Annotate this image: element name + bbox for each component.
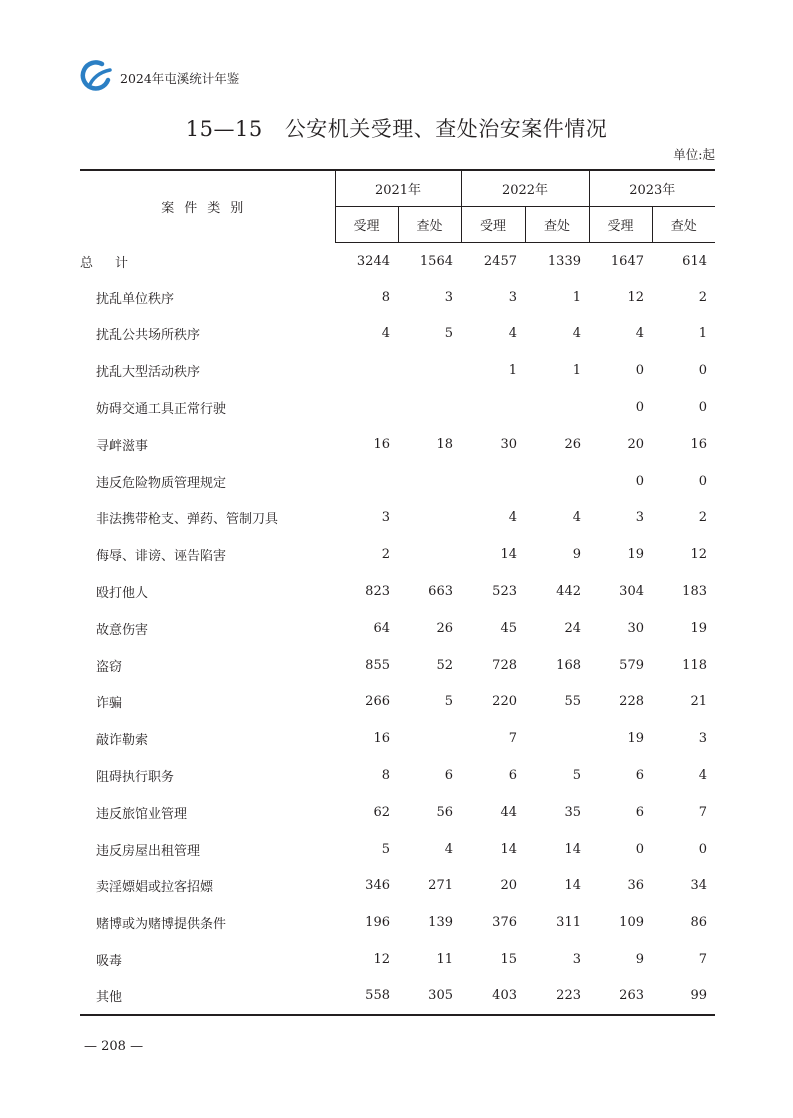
cell-value	[461, 463, 525, 500]
year-header: 2021年	[335, 170, 461, 206]
cell-value	[525, 463, 589, 500]
table-title: 公安机关受理、查处治安案件情况	[284, 117, 608, 141]
cell-value: 62	[373, 804, 390, 820]
cell-value: 6	[444, 768, 453, 784]
cell-value: 442	[556, 584, 581, 600]
row-label: 赌博或为赌博提供条件	[96, 917, 227, 933]
cell-value: 0	[698, 363, 707, 379]
cell-value: 0	[635, 473, 644, 489]
cell-value: 8	[381, 289, 390, 305]
cell-value: 3	[508, 289, 517, 305]
row-label: 非法携带枪支、弹药、管制刀具	[96, 512, 279, 528]
table-row	[80, 647, 715, 684]
cell-value: 36	[627, 878, 644, 894]
page-title	[0, 113, 793, 143]
cell-value: 4	[508, 510, 517, 526]
cell-value	[525, 720, 589, 757]
row-label: 诈骗	[96, 696, 123, 712]
row-label: 违反危险物质管理规定	[96, 475, 227, 491]
cell-value: 139	[428, 915, 453, 931]
cell-value: 7	[698, 952, 707, 968]
cell-value: 64	[373, 620, 390, 636]
cell-value: 2	[381, 547, 390, 563]
cell-value: 55	[564, 694, 581, 710]
cell-value: 34	[690, 878, 707, 894]
cell-value: 16	[373, 731, 390, 747]
cell-value: 52	[436, 657, 453, 673]
cell-value: 30	[500, 436, 517, 452]
table-row	[80, 242, 715, 279]
cell-value: 1	[508, 363, 517, 379]
cell-value: 0	[635, 400, 644, 416]
cell-value: 7	[508, 731, 517, 747]
table-row	[80, 757, 715, 794]
cell-value: 855	[365, 657, 390, 673]
table-row	[80, 279, 715, 316]
cell-value	[398, 352, 461, 389]
cell-value: 346	[365, 878, 390, 894]
cell-value: 663	[428, 584, 453, 600]
cell-value: 15	[500, 952, 517, 968]
table-number: 15—15	[185, 117, 263, 141]
cell-value: 311	[556, 915, 581, 931]
cell-value: 5	[381, 841, 390, 857]
cell-value: 168	[556, 657, 581, 673]
cell-value: 6	[635, 804, 644, 820]
cell-value: 56	[436, 804, 453, 820]
year-header: 2022年	[461, 170, 589, 206]
cell-value: 0	[698, 400, 707, 416]
cell-value: 24	[564, 620, 581, 636]
cell-value: 1647	[610, 254, 644, 270]
table-row	[80, 500, 715, 537]
sub-header: 受理	[335, 206, 398, 242]
sub-header: 受理	[589, 206, 652, 242]
cell-value: 109	[619, 915, 644, 931]
cell-value: 19	[690, 620, 707, 636]
row-label: 其他	[96, 990, 123, 1006]
cell-value: 18	[436, 436, 453, 452]
table-row	[80, 352, 715, 389]
cell-value	[398, 389, 461, 426]
cell-value: 4	[635, 326, 644, 342]
cell-value: 266	[365, 694, 390, 710]
table-row	[80, 463, 715, 500]
cell-value: 2	[698, 510, 707, 526]
cell-value: 3	[444, 289, 453, 305]
cell-value: 3	[572, 952, 581, 968]
cell-value: 376	[492, 915, 517, 931]
row-label: 扰乱单位秩序	[96, 291, 175, 307]
cell-value: 196	[365, 915, 390, 931]
cell-value: 1	[572, 289, 581, 305]
cell-value: 9	[572, 547, 581, 563]
cell-value	[398, 500, 461, 537]
cell-value: 86	[690, 915, 707, 931]
cell-value: 6	[508, 768, 517, 784]
cell-value: 823	[365, 584, 390, 600]
cell-value: 30	[627, 620, 644, 636]
cell-value: 14	[500, 547, 517, 563]
table-row	[80, 904, 715, 941]
row-label: 殴打他人	[96, 586, 149, 602]
cell-value: 403	[492, 988, 517, 1004]
sub-header: 查处	[525, 206, 589, 242]
table-row	[80, 389, 715, 426]
cell-value: 0	[635, 841, 644, 857]
year-header: 2023年	[589, 170, 715, 206]
row-label: 妨碍交通工具正常行驶	[96, 402, 227, 418]
yearbook-name: 2024年屯溪统计年鉴	[120, 71, 240, 86]
cell-value: 21	[690, 694, 707, 710]
page-number: — 208 —	[84, 1039, 144, 1054]
row-label: 敲诈勒索	[96, 733, 149, 749]
cell-value: 12	[690, 547, 707, 563]
cell-value: 14	[564, 841, 581, 857]
unit-label: 单位:起	[673, 147, 715, 162]
cell-value: 3	[635, 510, 644, 526]
cell-value: 223	[556, 988, 581, 1004]
row-label: 吸毒	[96, 954, 123, 970]
cell-value: 9	[635, 952, 644, 968]
cell-value: 183	[682, 584, 707, 600]
table-row	[80, 684, 715, 721]
cell-value: 12	[373, 952, 390, 968]
cell-value: 26	[564, 436, 581, 452]
cell-value: 16	[373, 436, 390, 452]
cell-value: 35	[564, 804, 581, 820]
row-label: 寻衅滋事	[96, 438, 149, 454]
cell-value: 614	[682, 254, 707, 270]
table-row	[80, 831, 715, 868]
row-label: 侮辱、诽谤、诬告陷害	[96, 549, 227, 565]
cell-value: 2	[698, 289, 707, 305]
cell-value: 4	[444, 841, 453, 857]
cell-value: 5	[572, 768, 581, 784]
cell-value: 305	[428, 988, 453, 1004]
cell-value: 14	[564, 878, 581, 894]
sub-header: 受理	[461, 206, 525, 242]
cell-value: 26	[436, 620, 453, 636]
cell-value	[461, 389, 525, 426]
cell-value	[525, 389, 589, 426]
row-label: 违反旅馆业管理	[96, 806, 188, 822]
cell-value: 558	[365, 988, 390, 1004]
cell-value: 8	[381, 768, 390, 784]
cell-value: 5	[444, 326, 453, 342]
cell-value: 44	[500, 804, 517, 820]
cell-value	[398, 720, 461, 757]
cell-value: 523	[492, 584, 517, 600]
table-row	[80, 316, 715, 353]
table-row	[80, 794, 715, 831]
cell-value: 45	[500, 620, 517, 636]
cell-value: 14	[500, 841, 517, 857]
cell-value: 4	[381, 326, 390, 342]
cell-value: 304	[619, 584, 644, 600]
cases-table	[80, 169, 715, 1016]
cell-value: 20	[500, 878, 517, 894]
category-header: 案件类别	[161, 201, 254, 216]
cell-value	[398, 536, 461, 573]
cell-value: 3	[698, 731, 707, 747]
row-label: 卖淫嫖娼或拉客招嫖	[96, 880, 214, 896]
cell-value: 6	[635, 768, 644, 784]
cell-value: 0	[635, 363, 644, 379]
cell-value: 0	[698, 841, 707, 857]
cell-value: 99	[690, 988, 707, 1004]
cell-value	[335, 389, 398, 426]
cell-value: 4	[572, 510, 581, 526]
cell-value: 1564	[419, 254, 453, 270]
cell-value: 220	[492, 694, 517, 710]
cell-value: 3244	[356, 254, 390, 270]
cell-value: 12	[627, 289, 644, 305]
cell-value	[398, 463, 461, 500]
cell-value: 5	[444, 694, 453, 710]
table-row	[80, 536, 715, 573]
cell-value: 579	[619, 657, 644, 673]
sub-header: 查处	[652, 206, 715, 242]
table-row	[80, 610, 715, 647]
row-label: 违反房屋出租管理	[96, 843, 201, 859]
cell-value: 1	[572, 363, 581, 379]
cell-value: 3	[381, 510, 390, 526]
cell-value: 728	[492, 657, 517, 673]
cell-value: 20	[627, 436, 644, 452]
table-body	[80, 242, 715, 1015]
cell-value	[335, 463, 398, 500]
table-row	[80, 941, 715, 978]
row-label: 阻碍执行职务	[96, 770, 175, 786]
cell-value: 7	[698, 804, 707, 820]
cell-value: 118	[682, 657, 707, 673]
table-row	[80, 720, 715, 757]
cell-value: 4	[508, 326, 517, 342]
cell-value: 263	[619, 988, 644, 1004]
row-label: 盗窃	[96, 659, 123, 675]
cell-value: 19	[627, 547, 644, 563]
table-row	[80, 868, 715, 905]
sub-header: 查处	[398, 206, 461, 242]
row-label: 总计	[80, 255, 151, 271]
cell-value: 4	[698, 768, 707, 784]
table-row	[80, 426, 715, 463]
cell-value: 1	[698, 326, 707, 342]
cell-value: 16	[690, 436, 707, 452]
yearbook-logo-icon	[80, 60, 114, 94]
row-label: 扰乱公共场所秩序	[96, 328, 201, 344]
cell-value: 4	[572, 326, 581, 342]
cell-value: 2457	[483, 254, 517, 270]
cell-value: 271	[428, 878, 453, 894]
cell-value	[335, 352, 398, 389]
cell-value: 228	[619, 694, 644, 710]
row-label: 扰乱大型活动秩序	[96, 365, 201, 381]
cell-value: 19	[627, 731, 644, 747]
cell-value: 11	[436, 952, 453, 968]
cell-value: 0	[698, 473, 707, 489]
table-row	[80, 573, 715, 610]
table-row	[80, 978, 715, 1015]
row-label: 故意伤害	[96, 622, 149, 638]
cell-value: 1339	[547, 254, 581, 270]
